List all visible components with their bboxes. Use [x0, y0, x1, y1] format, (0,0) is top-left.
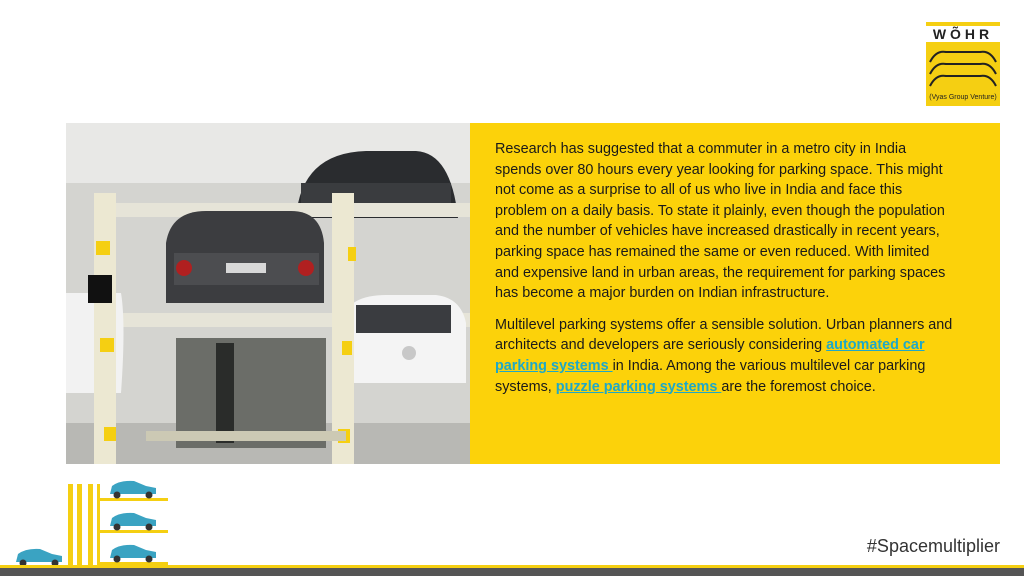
paragraph-solution-part2: in India. Among the various multilevel car parking systems,	[495, 357, 926, 395]
wohr-logo	[926, 22, 1000, 106]
content-text	[495, 139, 955, 408]
paragraph-solution-part1: Multilevel parking systems offer a sensible solution. Urban planners and architects and developers are seriously considering	[495, 316, 953, 354]
logo-tagline: (Vyas Group Venture)	[929, 94, 997, 101]
paragraph-research: Research has suggested that a commuter in a metro city in India spends over 80 hours every year looking for parking space. This might not come as a surprise to all of us who live in India and face this problem on a daily basis. To state it plainly, even though the population and the number of vehicles have increased drastically in recent years, parking space has remained the same or even reduced. With limited and expensive land in urban areas, the requirement for parking spaces has become a major burden on Indian infrastructure.	[495, 141, 946, 302]
paragraph-solution-part3: are the foremost choice.	[721, 378, 876, 395]
car-icon-road	[16, 549, 62, 567]
paragraph-solution	[495, 315, 955, 397]
puzzle-parking-photo	[66, 123, 470, 464]
content-panel	[470, 123, 1000, 464]
footer-bar	[0, 568, 1024, 576]
puzzle-parking-link[interactable]: puzzle parking systems	[555, 378, 722, 395]
logo-brand-text: WÕHR	[926, 26, 1000, 42]
logo-parking-lines-icon	[926, 44, 1000, 92]
automated-parking-link[interactable]: automated car parking systems	[495, 337, 925, 374]
hashtag-label: #Spacemultiplier	[866, 536, 1000, 556]
car-icon-bottom	[110, 545, 156, 563]
car-icon-middle	[110, 513, 156, 531]
car-icon-top	[110, 481, 156, 499]
parking-cars-graphic	[0, 478, 180, 576]
